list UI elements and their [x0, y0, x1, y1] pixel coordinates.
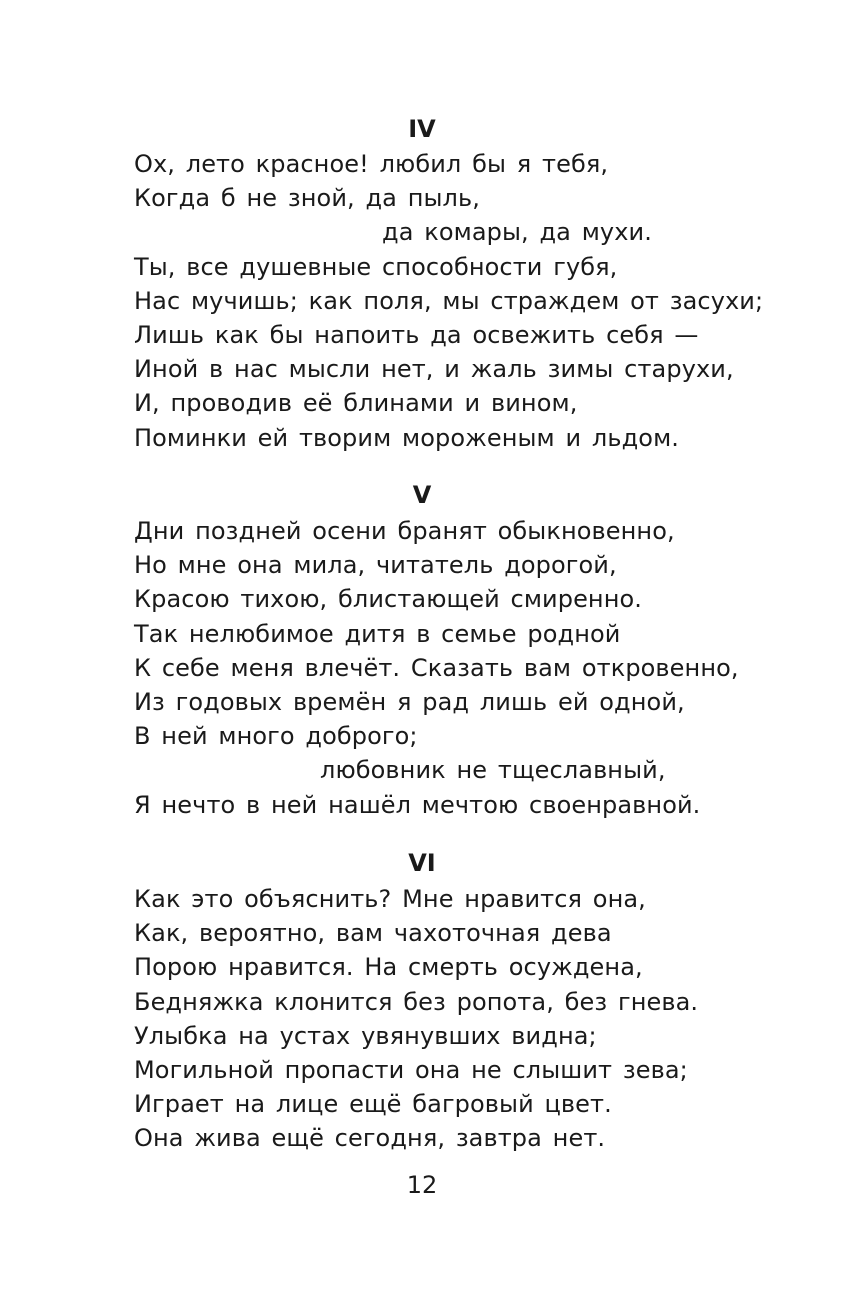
verse-line: Поминки ей творим мороженым и льдом. — [134, 423, 680, 452]
stanza-iv — [134, 147, 764, 455]
verse-line: Как это объяснить? Мне нравится она, — [134, 885, 646, 913]
verse-line: К себе меня влечёт. Сказать вам откровенно, — [134, 653, 739, 682]
section-heading-iv: IV — [408, 115, 436, 143]
verse-line: Дни поздней осени бранят обыкновенно, — [134, 517, 675, 545]
page-number: 12 — [406, 1171, 438, 1199]
verse-line: Но мне она мила, читатель дорогой, — [134, 551, 617, 580]
section-heading-v: V — [412, 481, 432, 509]
verse-line: Она жива ещё сегодня, завтра нет. — [134, 1124, 606, 1153]
verse-line: Нас мучишь; как поля, мы страждем от засухи; — [134, 286, 764, 315]
verse-line: Как, вероятно, вам чахоточная дева — [134, 919, 612, 948]
stanza-v — [134, 514, 754, 822]
verse-line: Красою тихою, блистающей смиренно. — [134, 585, 643, 614]
verse-line: Иной в нас мысли нет, и жаль зимы старухи, — [134, 355, 734, 384]
verse-line: любовник не тщеславный, — [320, 756, 666, 785]
stanza-vi — [134, 882, 754, 1156]
verse-line: Ты, все душевные способности губя, — [134, 252, 618, 281]
section-heading-vi: VI — [408, 849, 436, 877]
verse-line: Я нечто в ней нашёл мечтою своенравной. — [134, 790, 701, 819]
verse-line: Улыбка на устах увянувших видна; — [134, 1021, 597, 1050]
verse-line: да комары, да мухи. — [382, 218, 652, 247]
verse-line: В ней много доброго; — [134, 722, 418, 751]
verse-line: Когда б не зной, да пыль, — [134, 184, 480, 213]
verse-line: Из годовых времён я рад лишь ей одной, — [134, 687, 685, 716]
verse-line: Ох, лето красное! любил бы я тебя, — [134, 150, 609, 178]
verse-line: Лишь как бы напоить да освежить себя — — [134, 320, 699, 349]
verse-line: Порою нравится. На смерть осуждена, — [134, 953, 643, 982]
verse-line: И, проводив её блинами и вином, — [134, 389, 578, 418]
verse-line: Бедняжка клонится без ропота, без гнева. — [134, 987, 699, 1016]
verse-line: Так нелюбимое дитя в семье родной — [134, 619, 621, 648]
verse-line: Могильной пропасти она не слышит зева; — [134, 1055, 688, 1084]
verse-line: Играет на лице ещё багровый цвет. — [134, 1090, 612, 1119]
